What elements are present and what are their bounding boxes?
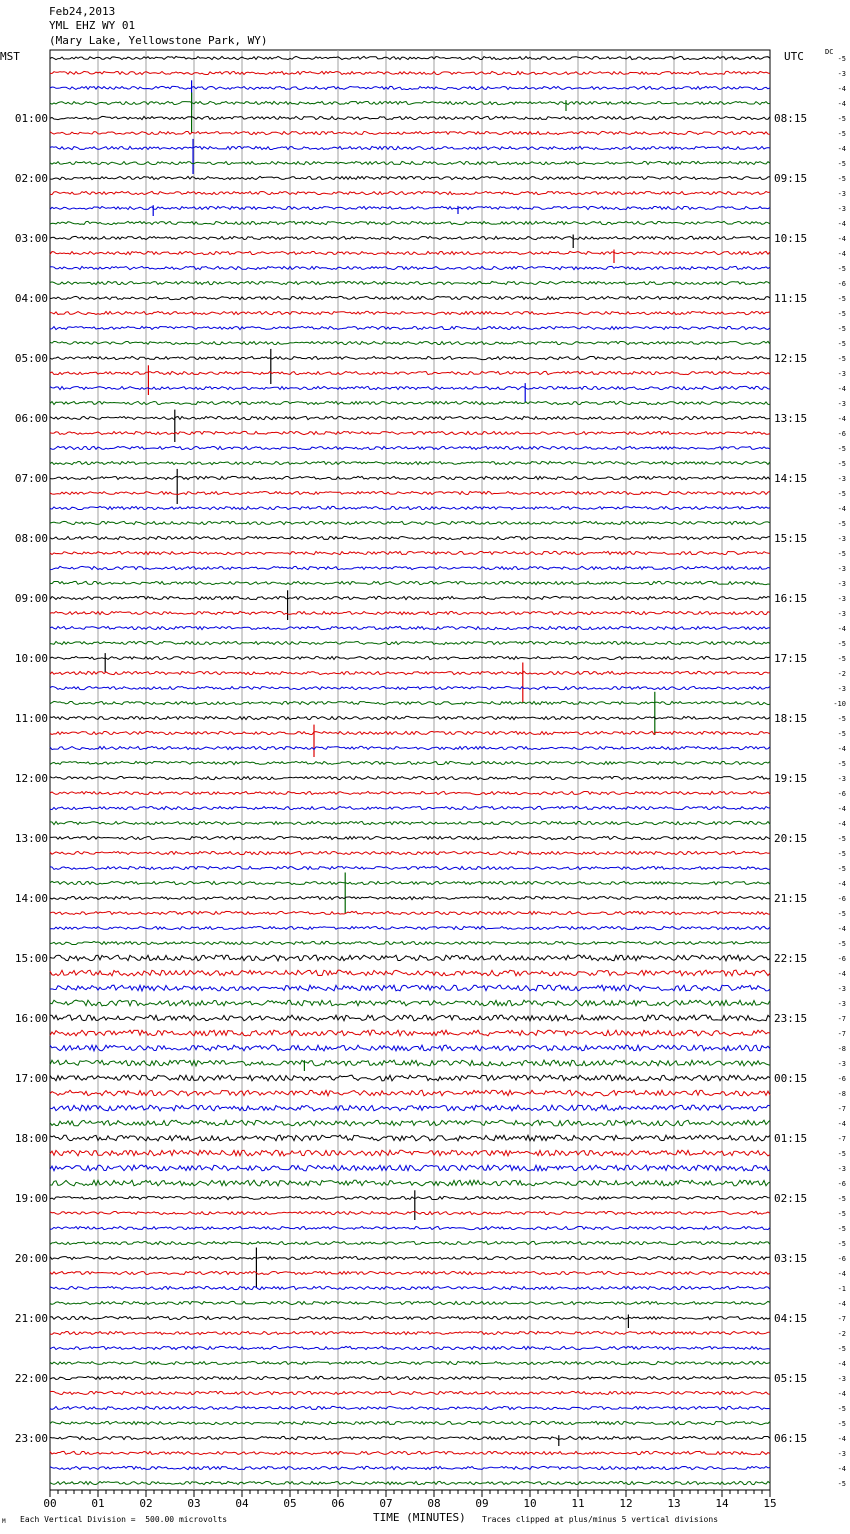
trace-row-11 (50, 221, 770, 224)
dc-offset-label: -5 (837, 940, 846, 948)
trace-row-49 (50, 791, 770, 794)
trace-row-92 (50, 1436, 770, 1439)
left-hour-label: 14:00 (14, 892, 48, 905)
dc-offset-label: -4 (837, 925, 846, 933)
dc-offset-label: -4 (837, 250, 846, 258)
left-hour-label: 05:00 (14, 352, 48, 365)
right-hour-label: 01:15 (774, 1132, 808, 1145)
x-tick-label: 15 (763, 1497, 777, 1510)
dc-offset-label: -3 (837, 70, 846, 78)
dc-offset-label: -6 (837, 1180, 846, 1188)
dc-offset-label: -3 (837, 205, 846, 213)
left-hour-label: 04:00 (14, 292, 48, 305)
trace-row-40 (50, 657, 770, 660)
trace-row-9 (50, 191, 770, 194)
trace-row-23 (50, 401, 770, 404)
trace-row-61 (50, 970, 770, 976)
dc-offset-label: -3 (837, 370, 846, 378)
left-hour-label: 10:00 (14, 652, 48, 665)
dc-offset-label: -6 (837, 790, 846, 798)
dc-offset-label: -4 (837, 100, 846, 108)
trace-row-7 (50, 161, 770, 164)
right-hour-label: 23:15 (774, 1012, 808, 1025)
right-hour-label: 17:15 (774, 652, 808, 665)
trace-row-18 (50, 326, 770, 329)
left-hour-label: 23:00 (14, 1432, 48, 1445)
dc-offset-label: -5 (837, 835, 846, 843)
dc-offset-label: -4 (837, 220, 846, 228)
left-hour-label: 15:00 (14, 952, 48, 965)
trace-row-95 (50, 1481, 770, 1484)
trace-row-13 (50, 251, 770, 254)
dc-offset-label: -8 (837, 1090, 846, 1098)
trace-row-79 (50, 1241, 770, 1244)
trace-row-84 (50, 1316, 770, 1319)
dc-offset-label: -6 (837, 1075, 846, 1083)
dc-offset-label: -5 (837, 550, 846, 558)
trace-row-31 (50, 521, 770, 524)
x-tick-label: 09 (475, 1497, 489, 1510)
x-tick-label: 08 (427, 1497, 441, 1510)
right-hour-label: 08:15 (774, 112, 808, 125)
trace-row-68 (50, 1075, 770, 1081)
trace-row-78 (50, 1226, 770, 1229)
dc-offset-label: -7 (837, 1015, 846, 1023)
trace-row-52 (50, 836, 770, 839)
trace-row-2 (50, 86, 770, 89)
trace-row-75 (50, 1180, 770, 1186)
left-hour-label: 19:00 (14, 1192, 48, 1205)
trace-row-69 (50, 1090, 770, 1096)
dc-offset-label: -1 (837, 1285, 846, 1293)
dc-offset-label: -6 (837, 280, 846, 288)
dc-offset-label: -5 (837, 1480, 846, 1488)
left-hour-label: 07:00 (14, 472, 48, 485)
plot-date: Feb24,2013 (49, 5, 116, 18)
x-tick-label: 06 (331, 1497, 345, 1510)
dc-offset-label: -3 (837, 1000, 846, 1008)
left-hour-label: 16:00 (14, 1012, 48, 1025)
trace-row-71 (50, 1120, 770, 1126)
dc-offset-label: -2 (837, 1330, 846, 1338)
x-tick-label: 02 (139, 1497, 153, 1510)
trace-row-42 (50, 686, 770, 689)
right-hour-label: 03:15 (774, 1252, 808, 1265)
dc-offset-label: -5 (837, 1405, 846, 1413)
dc-offset-label: -4 (837, 625, 846, 633)
trace-row-56 (50, 896, 770, 899)
trace-row-32 (50, 536, 770, 539)
dc-offset-label: -5 (837, 910, 846, 918)
trace-row-66 (50, 1045, 770, 1051)
dc-offset-label: -5 (837, 1240, 846, 1248)
x-tick-label: 13 (667, 1497, 681, 1510)
right-hour-label: 06:15 (774, 1432, 808, 1445)
x-tick-label: 10 (523, 1497, 537, 1510)
station-location: (Mary Lake, Yellowstone Park, WY) (49, 34, 268, 47)
dc-offset-label: -6 (837, 895, 846, 903)
trace-row-93 (50, 1451, 770, 1454)
dc-offset-label: -5 (837, 310, 846, 318)
trace-row-14 (50, 266, 770, 269)
trace-row-19 (50, 341, 770, 344)
station-name: YML EHZ WY 01 (49, 19, 136, 32)
dc-offset-label: -3 (837, 190, 846, 198)
dc-offset-label: -5 (837, 1420, 846, 1428)
dc-offset-label: -5 (837, 490, 846, 498)
dc-offset-label: -5 (837, 655, 846, 663)
dc-offset-label: -4 (837, 1465, 846, 1473)
trace-row-63 (50, 1000, 770, 1006)
dc-offset-label: -7 (837, 1105, 846, 1113)
dc-offset-label: -4 (837, 805, 846, 813)
trace-row-20 (50, 356, 770, 359)
right-hour-label: 15:15 (774, 532, 808, 545)
trace-row-90 (50, 1406, 770, 1409)
trace-row-16 (50, 296, 770, 299)
trace-row-37 (50, 611, 770, 614)
trace-row-21 (50, 371, 770, 374)
trace-row-72 (50, 1135, 770, 1141)
trace-row-59 (50, 941, 770, 944)
dc-offset-label: -3 (837, 1060, 846, 1068)
trace-row-30 (50, 506, 770, 509)
trace-row-80 (50, 1256, 770, 1259)
dc-offset-label: -5 (837, 760, 846, 768)
trace-row-17 (50, 311, 770, 314)
dc-offset-label: -5 (837, 340, 846, 348)
dc-offset-label: -5 (837, 865, 846, 873)
dc-offset-label: -4 (837, 820, 846, 828)
left-hour-label: 20:00 (14, 1252, 48, 1265)
trace-row-62 (50, 985, 770, 991)
trace-row-45 (50, 731, 770, 734)
trace-row-85 (50, 1331, 770, 1334)
trace-row-22 (50, 386, 770, 389)
right-hour-label: 04:15 (774, 1312, 808, 1325)
right-hour-label: 12:15 (774, 352, 808, 365)
dc-offset-label: -5 (837, 355, 846, 363)
dc-offset-label: -7 (837, 1315, 846, 1323)
left-hour-label: 08:00 (14, 532, 48, 545)
corner-mark: M (2, 1518, 6, 1525)
left-hour-label: 11:00 (14, 712, 48, 725)
trace-row-29 (50, 491, 770, 494)
left-hour-label: 03:00 (14, 232, 48, 245)
dc-offset-label: -5 (837, 160, 846, 168)
left-hour-label: 06:00 (14, 412, 48, 425)
trace-row-41 (50, 671, 770, 674)
trace-row-1 (50, 71, 770, 74)
trace-row-24 (50, 416, 770, 419)
left-hour-label: 13:00 (14, 832, 48, 845)
x-tick-label: 03 (187, 1497, 201, 1510)
dc-offset-label: -4 (837, 1270, 846, 1278)
dc-offset-label: -4 (837, 1435, 846, 1443)
clip-note: Traces clipped at plus/minus 5 vertical divisions (482, 1515, 719, 1524)
dc-offset-label: -4 (837, 1300, 846, 1308)
trace-row-26 (50, 446, 770, 449)
x-tick-label: 14 (715, 1497, 729, 1510)
left-hour-label: 12:00 (14, 772, 48, 785)
trace-row-27 (50, 461, 770, 464)
trace-row-3 (50, 101, 770, 104)
trace-row-82 (50, 1286, 770, 1289)
x-tick-label: 00 (43, 1497, 57, 1510)
trace-row-87 (50, 1361, 770, 1364)
trace-row-25 (50, 431, 770, 434)
dc-offset-label: -6 (837, 955, 846, 963)
trace-row-70 (50, 1105, 770, 1111)
dc-offset-label: -4 (837, 385, 846, 393)
right-hour-label: 19:15 (774, 772, 808, 785)
dc-offset-label: -4 (837, 970, 846, 978)
dc-offset-label: -5 (837, 640, 846, 648)
right-hour-label: 00:15 (774, 1072, 808, 1085)
trace-row-65 (50, 1030, 770, 1036)
trace-row-86 (50, 1346, 770, 1349)
x-tick-label: 01 (91, 1497, 105, 1510)
dc-offset-label: -4 (837, 415, 846, 423)
dc-offset-label: -3 (837, 565, 846, 573)
dc-offset-label: -3 (837, 985, 846, 993)
trace-row-48 (50, 776, 770, 779)
right-hour-label: 09:15 (774, 172, 808, 185)
trace-row-74 (50, 1165, 770, 1171)
dc-offset-label: -5 (837, 175, 846, 183)
trace-row-77 (50, 1211, 770, 1214)
trace-row-50 (50, 806, 770, 809)
trace-row-60 (50, 955, 770, 961)
right-hour-label: 22:15 (774, 952, 808, 965)
dc-offset-label: -5 (837, 1195, 846, 1203)
dc-offset-label: -3 (837, 1165, 846, 1173)
right-hour-label: 18:15 (774, 712, 808, 725)
left-hour-label: 17:00 (14, 1072, 48, 1085)
dc-offset-label: -10 (833, 700, 846, 708)
dc-offset-label: -5 (837, 1150, 846, 1158)
right-timezone-label: UTC (784, 50, 804, 63)
dc-offset-label: -5 (837, 55, 846, 63)
left-hour-label: 09:00 (14, 592, 48, 605)
trace-row-8 (50, 176, 770, 179)
trace-row-38 (50, 626, 770, 629)
trace-row-35 (50, 581, 770, 584)
trace-row-58 (50, 926, 770, 929)
right-hour-label: 14:15 (774, 472, 808, 485)
trace-row-88 (50, 1376, 770, 1379)
dc-offset-label: -5 (837, 130, 846, 138)
trace-row-28 (50, 476, 770, 479)
trace-row-4 (50, 116, 770, 119)
dc-offset-label: -5 (837, 850, 846, 858)
dc-offset-label: -4 (837, 745, 846, 753)
dc-offset-label: -3 (837, 595, 846, 603)
dc-offset-label: -4 (837, 1120, 846, 1128)
dc-offset-label: -4 (837, 85, 846, 93)
dc-offset-label: -5 (837, 325, 846, 333)
trace-row-51 (50, 821, 770, 824)
right-hour-label: 20:15 (774, 832, 808, 845)
dc-offset-label: -3 (837, 685, 846, 693)
dc-offset-label: -5 (837, 1345, 846, 1353)
dc-offset-label: -6 (837, 430, 846, 438)
left-hour-label: 01:00 (14, 112, 48, 125)
dc-offset-label: -6 (837, 1255, 846, 1263)
dc-offset-label: -5 (837, 1210, 846, 1218)
trace-row-81 (50, 1271, 770, 1274)
dc-offset-label: -3 (837, 475, 846, 483)
trace-row-44 (50, 716, 770, 719)
dc-offset-label: -3 (837, 775, 846, 783)
trace-row-73 (50, 1150, 770, 1156)
right-hour-label: 16:15 (774, 592, 808, 605)
x-tick-label: 05 (283, 1497, 297, 1510)
dc-offset-label: -3 (837, 400, 846, 408)
dc-offset-label: -7 (837, 1030, 846, 1038)
trace-row-76 (50, 1196, 770, 1199)
trace-row-94 (50, 1466, 770, 1469)
trace-row-54 (50, 866, 770, 869)
trace-row-15 (50, 281, 770, 284)
dc-offset-label: -5 (837, 445, 846, 453)
left-hour-label: 18:00 (14, 1132, 48, 1145)
dc-offset-label: -8 (837, 1045, 846, 1053)
dc-offset-header: DC (825, 48, 834, 56)
left-hour-label: 21:00 (14, 1312, 48, 1325)
trace-row-0 (50, 56, 770, 59)
trace-row-91 (50, 1421, 770, 1424)
trace-row-67 (50, 1060, 770, 1066)
dc-offset-label: -3 (837, 535, 846, 543)
dc-offset-label: -3 (837, 580, 846, 588)
dc-offset-label: -5 (837, 715, 846, 723)
x-tick-label: 12 (619, 1497, 633, 1510)
dc-offset-label: -3 (837, 1375, 846, 1383)
dc-offset-label: -5 (837, 460, 846, 468)
trace-row-6 (50, 146, 770, 149)
dc-offset-label: -5 (837, 1225, 846, 1233)
trace-row-46 (50, 746, 770, 749)
dc-offset-label: -5 (837, 115, 846, 123)
dc-offset-label: -5 (837, 295, 846, 303)
trace-row-39 (50, 641, 770, 644)
dc-offset-label: -4 (837, 145, 846, 153)
left-hour-label: 02:00 (14, 172, 48, 185)
trace-row-89 (50, 1391, 770, 1394)
dc-offset-label: -7 (837, 1135, 846, 1143)
dc-offset-label: -4 (837, 235, 846, 243)
trace-row-83 (50, 1301, 770, 1304)
right-hour-label: 02:15 (774, 1192, 808, 1205)
x-axis-label: TIME (MINUTES) (373, 1511, 466, 1524)
dc-offset-label: -2 (837, 670, 846, 678)
left-timezone-label: MST (0, 50, 20, 63)
trace-row-5 (50, 131, 770, 134)
trace-row-36 (50, 596, 770, 599)
scale-note: Each Vertical Division = 500.00 microvolts (20, 1515, 228, 1524)
dc-offset-label: -3 (837, 610, 846, 618)
trace-row-12 (50, 236, 770, 239)
trace-row-43 (50, 701, 770, 704)
right-hour-label: 05:15 (774, 1372, 808, 1385)
dc-offset-label: -5 (837, 730, 846, 738)
right-hour-label: 11:15 (774, 292, 808, 305)
trace-row-33 (50, 551, 770, 554)
trace-row-57 (50, 911, 770, 914)
right-hour-label: 10:15 (774, 232, 808, 245)
dc-offset-label: -4 (837, 505, 846, 513)
trace-row-64 (50, 1015, 770, 1021)
x-tick-label: 07 (379, 1497, 393, 1510)
dc-offset-label: -4 (837, 1390, 846, 1398)
trace-row-34 (50, 566, 770, 569)
x-tick-label: 04 (235, 1497, 249, 1510)
trace-row-53 (50, 851, 770, 854)
dc-offset-label: -4 (837, 880, 846, 888)
trace-row-47 (50, 761, 770, 764)
dc-offset-label: -4 (837, 1360, 846, 1368)
dc-offset-label: -5 (837, 520, 846, 528)
trace-row-55 (50, 881, 770, 884)
right-hour-label: 21:15 (774, 892, 808, 905)
x-tick-label: 11 (571, 1497, 585, 1510)
dc-offset-label: -5 (837, 265, 846, 273)
left-hour-label: 22:00 (14, 1372, 48, 1385)
dc-offset-label: -3 (837, 1450, 846, 1458)
trace-row-10 (50, 206, 770, 209)
right-hour-label: 13:15 (774, 412, 808, 425)
